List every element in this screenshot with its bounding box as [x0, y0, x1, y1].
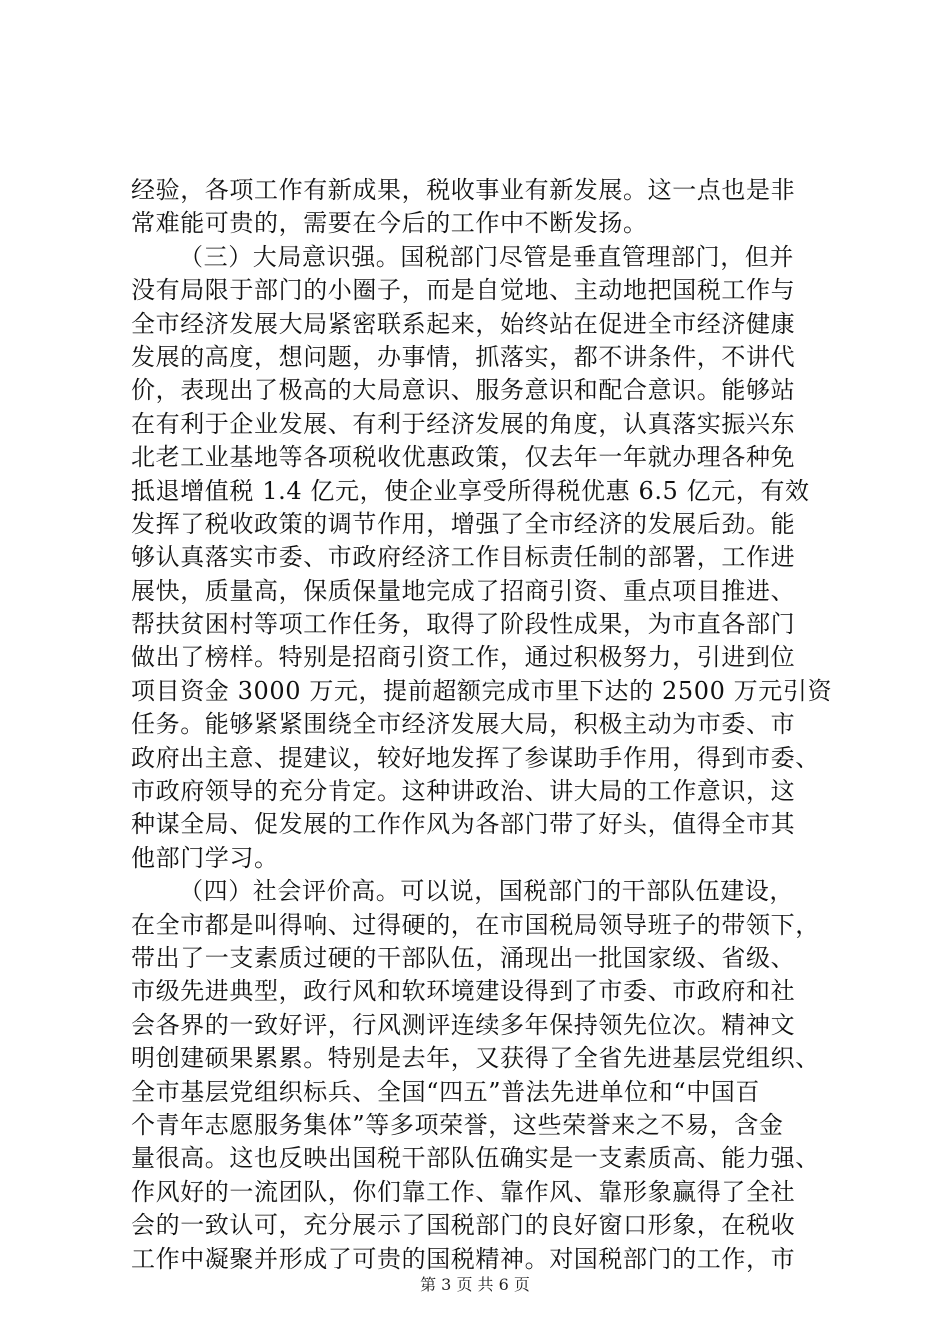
text-line: 政府出主意、提建议，较好地发挥了参谋助手作用，得到市委、	[131, 743, 820, 772]
text-line: 个青年志愿服务集体”等多项荣誉，这些荣誉来之不易，含金	[131, 1110, 784, 1139]
text-line: 抵退增值税 1.4 亿元，使企业享受所得税优惠 6.5 亿元，有效	[131, 476, 810, 505]
text-line: 够认真落实市委、市政府经济工作目标责任制的部署，工作进	[131, 543, 796, 572]
text-line: 价，表现出了极高的大局意识、服务意识和配合意识。能够站	[131, 376, 796, 405]
text-line: 发挥了税收政策的调节作用，增强了全市经济的发展后劲。能	[131, 509, 796, 538]
text-line: 在有利于企业发展、有利于经济发展的角度，认真落实振兴东	[131, 409, 796, 438]
text-line: 北老工业基地等各项税收优惠政策，仅去年一年就办理各种免	[131, 443, 796, 472]
text-line: 任务。能够紧紧围绕全市经济发展大局，积极主动为市委、市	[131, 710, 796, 739]
text-line: 明创建硕果累累。特别是去年，又获得了全省先进基层党组织、	[131, 1044, 820, 1073]
text-line: 会的一致认可，充分展示了国税部门的良好窗口形象，在税收	[131, 1211, 796, 1240]
text-line: 全市经济发展大局紧密联系起来，始终站在促进全市经济健康	[131, 309, 796, 338]
text-line: 市级先进典型，政行风和软环境建设得到了市委、市政府和社	[131, 977, 796, 1006]
text-line: 在全市都是叫得响、过得硬的，在市国税局领导班子的带领下，	[131, 910, 820, 939]
text-line: 做出了榜样。特别是招商引资工作，通过积极努力，引进到位	[131, 643, 796, 672]
text-line: 带出了一支素质过硬的干部队伍，涌现出一批国家级、省级、	[131, 943, 796, 972]
text-line: 工作中凝聚并形成了可贵的国税精神。对国税部门的工作，市	[131, 1244, 796, 1273]
text-line: 种谋全局、促发展的工作作风为各部门带了好头，值得全市其	[131, 810, 796, 839]
text-line: 会各界的一致好评，行风测评连续多年保持领先位次。精神文	[131, 1010, 796, 1039]
text-line: 帮扶贫困村等项工作任务，取得了阶段性成果，为市直各部门	[131, 610, 796, 639]
text-line: 作风好的一流团队，你们靠工作、靠作风、靠形象赢得了全社	[131, 1177, 796, 1206]
text-line: 常难能可贵的，需要在今后的工作中不断发扬。	[131, 209, 648, 238]
text-line: 展快，质量高，保质保量地完成了招商引资、重点项目推进、	[131, 576, 796, 605]
text-line: 市政府领导的充分肯定。这种讲政治、讲大局的工作意识，这	[131, 777, 796, 806]
page-footer: 第 3 页 共 6 页	[420, 1275, 530, 1294]
body-text	[131, 174, 831, 1276]
text-line: 经验，各项工作有新成果，税收事业有新发展。这一点也是非	[131, 176, 796, 204]
text-line: 没有局限于部门的小圈子，而是自觉地、主动地把国税工作与	[131, 276, 796, 305]
text-line: 量很高。这也反映出国税干部队伍确实是一支素质高、能力强、	[131, 1144, 820, 1173]
text-line: （三）大局意识强。国税部门尽管是垂直管理部门，但并	[179, 242, 794, 271]
text-line: 项目资金 3000 万元，提前超额完成市里下达的 2500 万元引资	[131, 676, 833, 705]
text-line: 全市基层党组织标兵、全国“四五”普法先进单位和“中国百	[131, 1077, 761, 1106]
text-line: 他部门学习。	[131, 843, 279, 872]
text-line: 发展的高度，想问题，办事情，抓落实，都不讲条件，不讲代	[131, 342, 796, 371]
text-line: （四）社会评价高。可以说，国税部门的干部队伍建设，	[179, 877, 794, 906]
